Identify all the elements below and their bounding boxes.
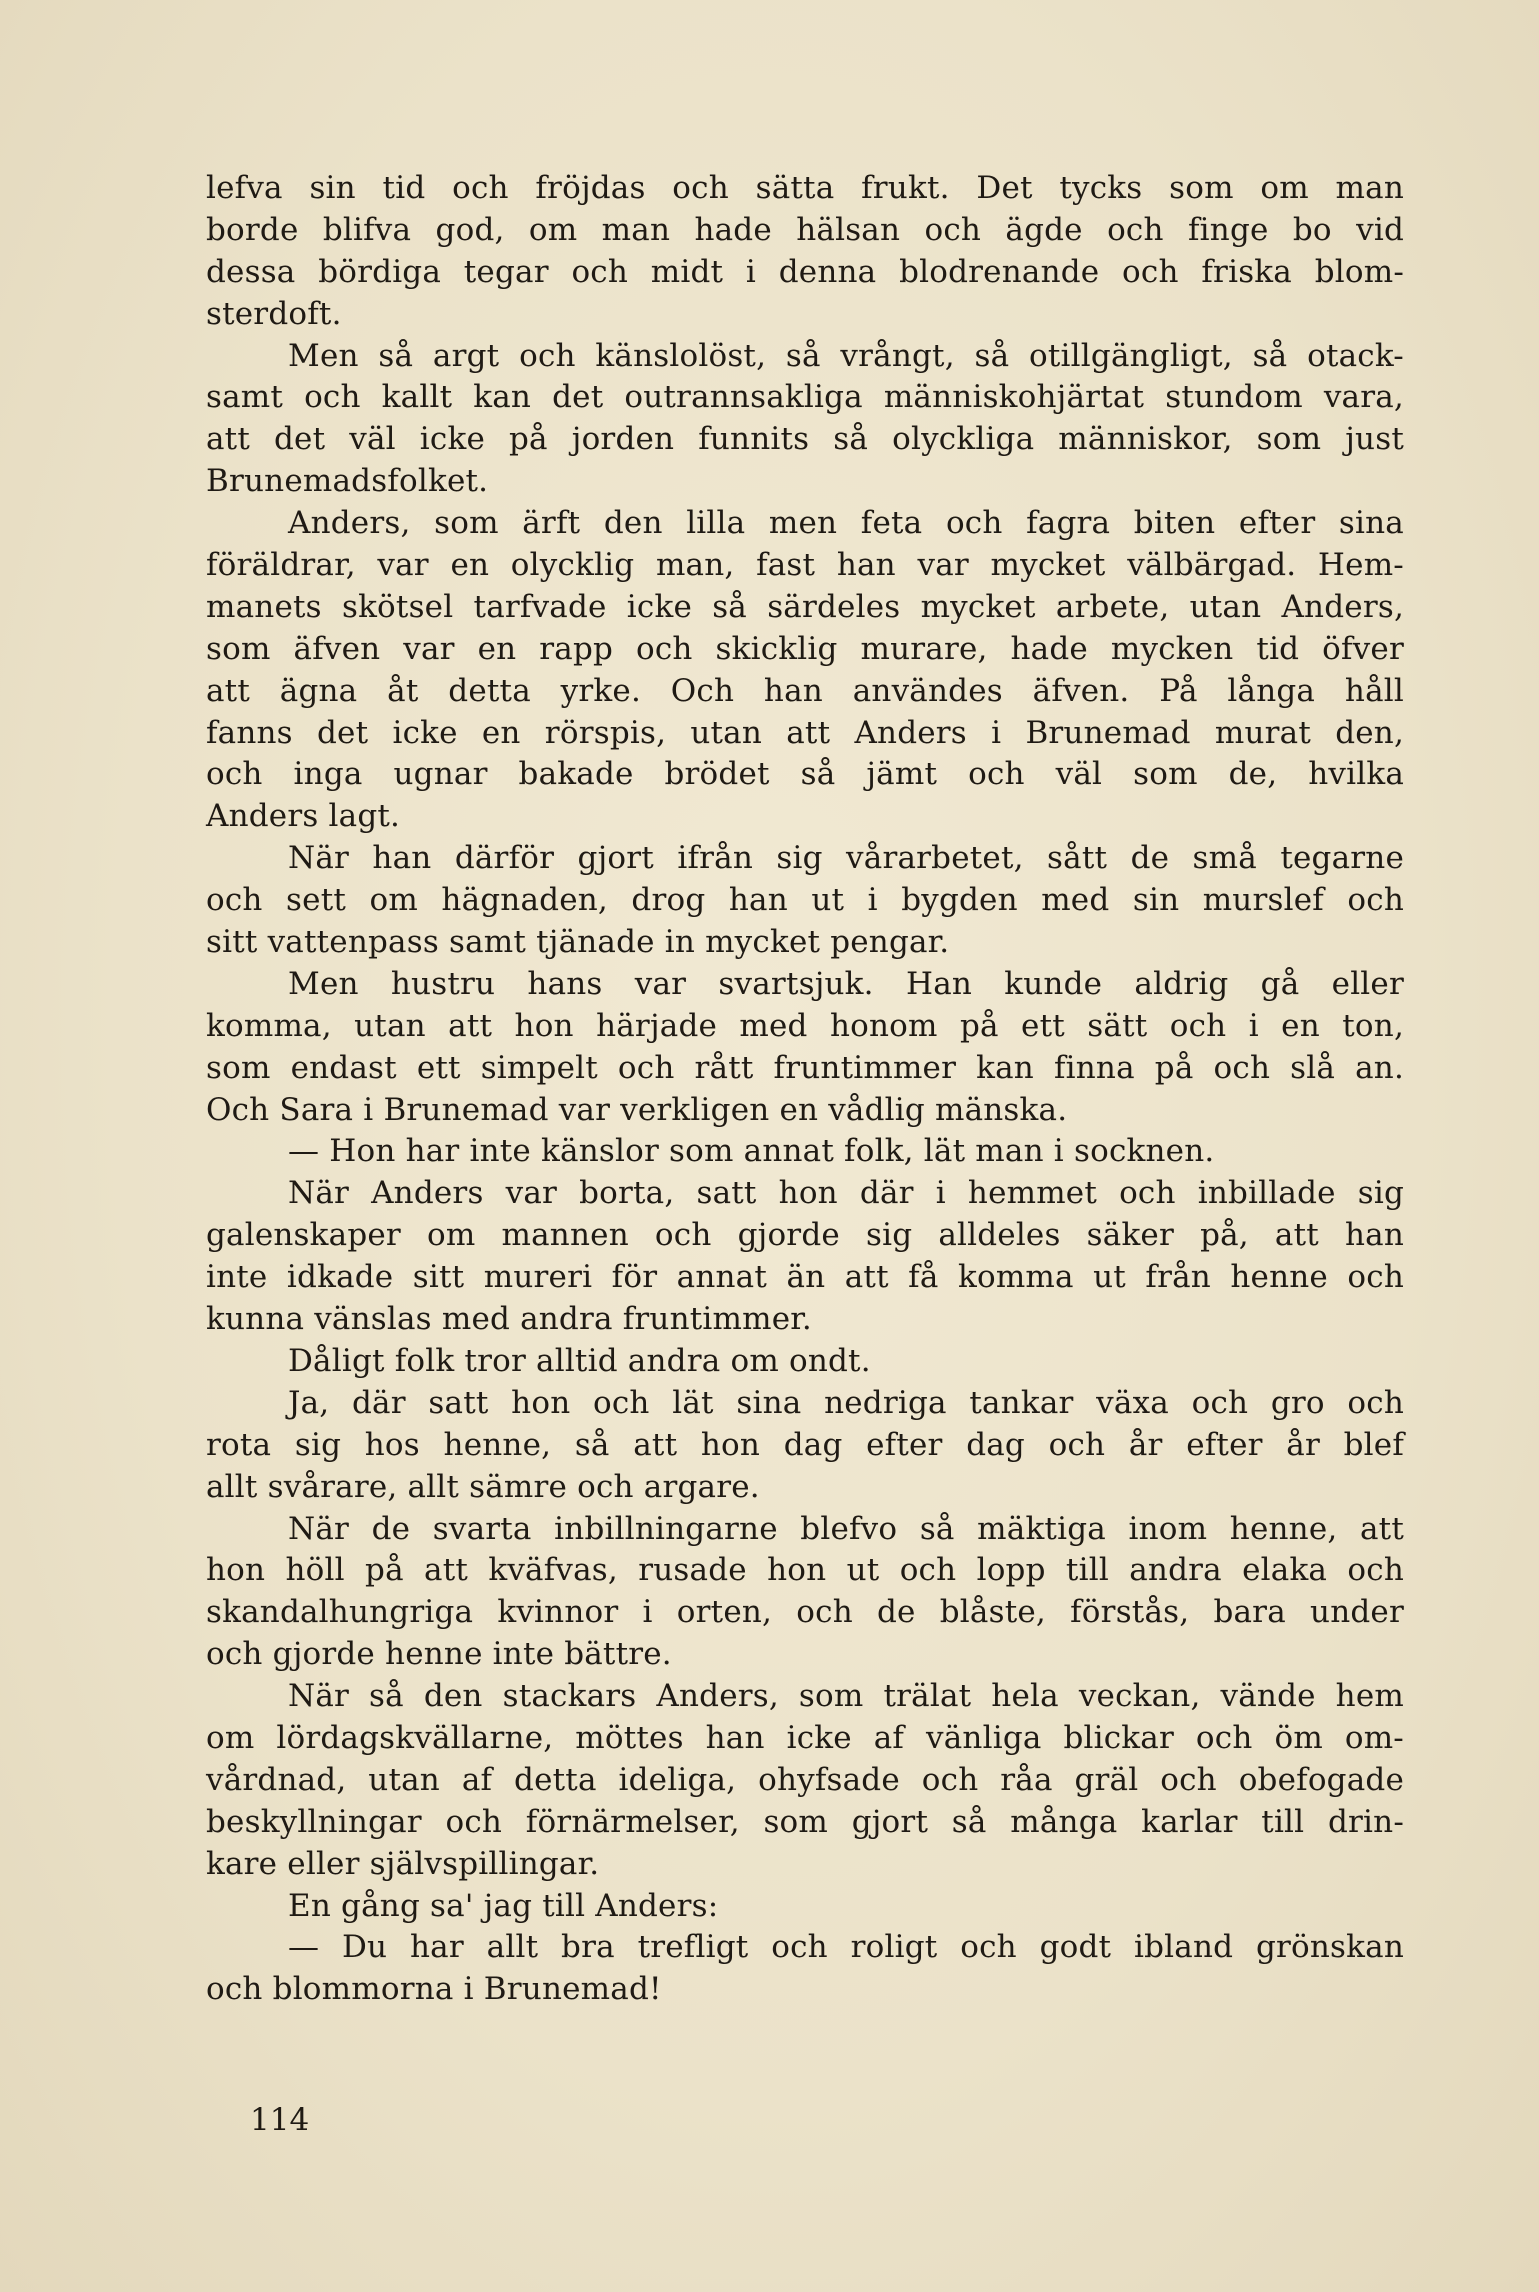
text-line: samt och kallt kan det outrannsakliga människohjärtat stundom vara, — [206, 379, 1404, 416]
text-line: och inga ugnar bakade brödet så jämt och väl som de, hvilka — [206, 756, 1404, 793]
text-line: rota sig hos henne, så att hon dag efter dag och år efter år blef — [206, 1426, 1404, 1463]
text-line: och gjorde henne inte bättre. — [206, 1636, 672, 1673]
text-line: inte idkade sitt mureri för annat än att få komma ut från henne och — [206, 1259, 1404, 1296]
text-line: manets skötsel tarfvade icke så särdeles mycket arbete, utan Anders, — [206, 588, 1404, 625]
text-line: Men hustru hans var svartsjuk. Han kunde aldrig gå eller — [288, 965, 1404, 1002]
text-line: När Anders var borta, satt hon där i hemmet och inbillade sig — [288, 1175, 1404, 1212]
text-line: allt svårare, allt sämre och argare. — [206, 1468, 760, 1505]
text-line: När så den stackars Anders, som trälat hela veckan, vände hem — [288, 1678, 1404, 1715]
text-line: skandalhungriga kvinnor i orten, och de blåste, förstås, bara under — [206, 1594, 1404, 1631]
text-line: beskyllningar och förnärmelser, som gjort så många karlar till drin- — [206, 1803, 1404, 1840]
page-number: 114 — [250, 2102, 310, 2138]
text-line: kare eller självspillingar. — [206, 1845, 600, 1882]
text-line: att det väl icke på jorden funnits så olyckliga människor, som just — [206, 421, 1404, 458]
text-line: och sett om hägnaden, drog han ut i bygden med sin murslef och — [206, 882, 1404, 919]
text-line: och blommorna i Brunemad! — [206, 1971, 662, 2008]
text-line: som endast ett simpelt och rått fruntimmer kan finna på och slå an. — [206, 1049, 1404, 1086]
text-line: När de svarta inbillningarne blefvo så mäktiga inom henne, att — [288, 1510, 1404, 1547]
text-line: Men så argt och känslolöst, så vrångt, så otillgängligt, så otack- — [288, 337, 1404, 374]
text-line: En gång sa' jag till Anders: — [288, 1887, 719, 1924]
text-line: kunna vänslas med andra fruntimmer. — [206, 1301, 812, 1338]
text-line: sitt vattenpass samt tjänade in mycket pengar. — [206, 924, 950, 961]
text-line: lefva sin tid och fröjdas och sätta frukt. Det tycks som om man — [206, 170, 1404, 206]
text-line: hon höll på att kväfvas, rusade hon ut och lopp till andra elaka och — [206, 1552, 1404, 1589]
text-line: vårdnad, utan af detta ideliga, ohyfsade och råa gräl och obefogade — [206, 1761, 1404, 1798]
text-line: galenskaper om mannen och gjorde sig alldeles säker på, att han — [206, 1217, 1404, 1254]
text-line: — Hon har inte känslor som annat folk, lät man i socknen. — [288, 1133, 1215, 1170]
text-line: föräldrar, var en olycklig man, fast han var mycket välbärgad. Hem- — [206, 547, 1404, 584]
text-line: — Du har allt bra trefligt och roligt och godt ibland grönskan — [288, 1929, 1404, 1966]
text-line: Dåligt folk tror alltid andra om ondt. — [288, 1342, 871, 1379]
text-line: komma, utan att hon härjade med honom på ett sätt och i en ton, — [206, 1007, 1404, 1044]
text-line: Och Sara i Brunemad var verkligen en vådlig mänska. — [206, 1091, 1068, 1128]
text-line: borde blifva god, om man hade hälsan och ägde och finge bo vid — [206, 211, 1404, 248]
text-line: sterdoft. — [206, 295, 342, 332]
text-line: Anders lagt. — [206, 798, 401, 835]
text-line: Brunemadsfolket. — [206, 463, 489, 500]
text-line: dessa bördiga tegar och midt i denna blodrenande och friska blom- — [206, 253, 1404, 290]
text-line: Ja, där satt hon och lät sina nedriga tankar växa och gro och — [288, 1384, 1404, 1421]
body-text — [206, 168, 1404, 2011]
text-line: att ägna åt detta yrke. Och han användes äfven. På långa håll — [206, 672, 1404, 709]
text-line: fanns det icke en rörspis, utan att Anders i Brunemad murat den, — [206, 714, 1404, 751]
text-line: som äfven var en rapp och skicklig murare, hade mycken tid öfver — [206, 630, 1404, 667]
text-line: Anders, som ärft den lilla men feta och fagra biten efter sina — [288, 505, 1404, 542]
text-line: om lördagskvällarne, möttes han icke af vänliga blickar och öm om- — [206, 1719, 1404, 1756]
text-line: När han därför gjort ifrån sig vårarbetet, sått de små tegarne — [288, 840, 1404, 877]
